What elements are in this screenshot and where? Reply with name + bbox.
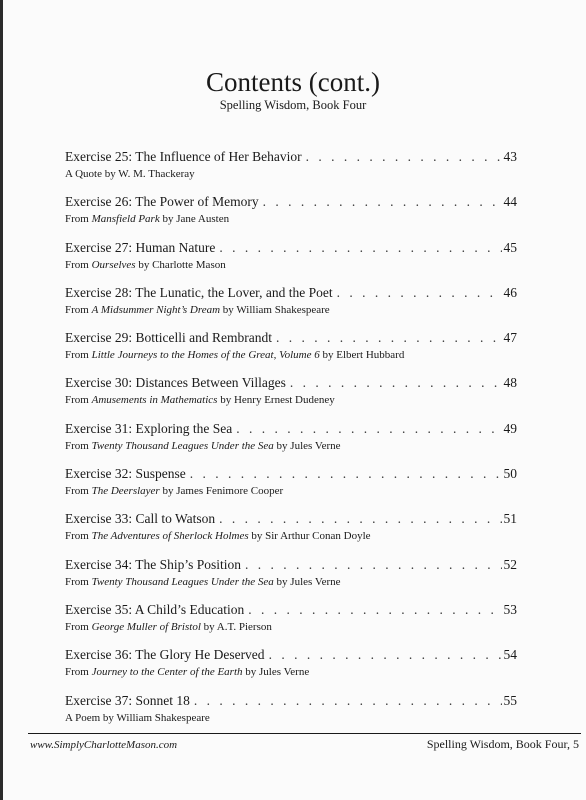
toc-entry [65, 284, 517, 329]
toc-entry-heading [65, 510, 517, 527]
source-suffix: by Jules Verne [273, 575, 341, 588]
toc-entry-heading [65, 601, 517, 618]
toc-entry-source [65, 711, 517, 725]
dot-leader [219, 239, 501, 256]
toc-entry-source [65, 665, 517, 679]
dot-leader [194, 692, 502, 709]
toc-entry [65, 193, 517, 238]
toc-entry-title: Exercise 30: Distances Between Villages [65, 375, 286, 391]
toc-entry-title: Exercise 32: Suspense [65, 466, 186, 482]
toc-page-number: 45 [503, 239, 517, 255]
toc-entry-heading [65, 284, 517, 301]
source-work-title: The Adventures of Sherlock Holmes [91, 530, 249, 543]
toc-entry-heading [65, 239, 517, 256]
source-suffix: by A.T. Pierson [200, 620, 272, 633]
toc-page-number: 54 [503, 647, 517, 663]
source-work-title: Twenty Thousand Leagues Under the Sea [91, 439, 274, 452]
toc-entry-title: Exercise 35: A Child’s Education [65, 601, 245, 617]
dot-leader [269, 646, 502, 663]
toc-entry-title: Exercise 36: The Glory He Deserved [65, 647, 265, 663]
toc-entry [65, 239, 517, 284]
source-work-title: George Muller of Bristol [91, 620, 201, 633]
source-suffix: by James Fenimore Cooper [159, 485, 284, 498]
source-work-title: Amusements in Mathematics [91, 394, 218, 407]
toc-page-number: 47 [503, 330, 517, 346]
toc-page-number: 44 [503, 194, 517, 210]
toc-entry-source [65, 575, 517, 589]
toc-entry [65, 556, 517, 601]
source-work-title: Journey to the Center of the Earth [91, 666, 243, 679]
dot-leader [245, 556, 502, 573]
toc-page-number: 46 [503, 284, 517, 300]
source-suffix: by Jules Verne [273, 439, 341, 452]
toc-entry-title: Exercise 29: Botticelli and Rembrandt [65, 330, 272, 346]
toc-entry-heading [65, 465, 517, 482]
dot-leader [190, 465, 502, 482]
toc-entry-source [65, 529, 517, 543]
page-title: Contents (cont.) [206, 67, 380, 97]
page-edge-shadow [0, 0, 3, 800]
toc-entry-heading [65, 692, 517, 709]
toc-entry-source [65, 393, 517, 407]
footer-divider [28, 733, 581, 734]
source-work-title: Little Journeys to the Homes of the Great, Volume 6 [91, 349, 320, 362]
source-suffix: by William Shakespeare [220, 303, 330, 316]
source-suffix: by Sir Arthur Conan Doyle [248, 530, 371, 543]
source-prefix: From [65, 439, 92, 452]
toc-entry-source [65, 484, 517, 498]
table-of-contents [65, 148, 517, 737]
toc-page-number: 43 [503, 149, 517, 164]
source-prefix: From [65, 303, 92, 316]
source-prefix: From [65, 575, 92, 588]
footer-website: www.SimplyCharlotteMason.com [30, 739, 178, 751]
source-prefix: From [65, 620, 92, 633]
toc-entry-title: Exercise 28: The Lunatic, the Lover, and the Poet [65, 284, 333, 300]
toc-entry-source [65, 212, 517, 226]
toc-entry-source [65, 439, 517, 453]
source-prefix: From [65, 349, 92, 362]
source-work-title: A Midsummer Night’s Dream [91, 303, 221, 316]
toc-entry [65, 374, 517, 419]
source-prefix: From [65, 213, 92, 226]
toc-entry-title: Exercise 31: Exploring the Sea [65, 420, 233, 436]
toc-entry-title: Exercise 33: Call to Watson [65, 511, 216, 527]
source-work-title: Mansfield Park [91, 213, 160, 226]
source-prefix: A Quote by W. M. Thackeray [65, 168, 195, 180]
toc-entry [65, 601, 517, 646]
toc-entry-source [65, 620, 517, 634]
dot-leader [236, 420, 501, 437]
toc-page-number: 50 [503, 466, 517, 482]
toc-entry-title: Exercise 27: Human Nature [65, 239, 216, 255]
toc-entry-heading [65, 420, 517, 437]
toc-entry-source [65, 167, 517, 181]
footer-page-label: Spelling Wisdom, Book Four, 5 [426, 737, 579, 751]
source-prefix: A Poem by William Shakespeare [65, 711, 210, 724]
source-prefix: From [65, 666, 92, 679]
toc-entry [65, 465, 517, 510]
toc-entry-heading [65, 374, 517, 391]
source-suffix: by Charlotte Mason [135, 258, 226, 271]
toc-entry-source [65, 348, 517, 362]
toc-entry-title: Exercise 25: The Influence of Her Behavior [65, 149, 302, 164]
toc-entry [65, 148, 517, 193]
toc-page-number: 49 [503, 420, 517, 436]
source-suffix: by Elbert Hubbard [319, 349, 405, 362]
toc-page-number: 53 [503, 601, 517, 617]
toc-entry-heading [65, 646, 517, 663]
page-subtitle: Spelling Wisdom, Book Four [219, 98, 367, 112]
toc-page-number: 48 [503, 375, 517, 391]
toc-entry [65, 329, 517, 374]
source-prefix: From [65, 394, 92, 407]
toc-entry-heading [65, 556, 517, 573]
toc-entry-heading [65, 193, 517, 210]
toc-entry-heading [65, 329, 517, 346]
toc-entry-source [65, 258, 517, 272]
toc-page-number: 52 [503, 556, 517, 572]
source-suffix: by Jules Verne [242, 666, 310, 679]
dot-leader [290, 374, 502, 391]
toc-entry [65, 692, 517, 737]
source-prefix: From [65, 485, 92, 498]
dot-leader [219, 510, 501, 527]
dot-leader [248, 601, 501, 618]
source-prefix: From [65, 258, 92, 271]
dot-leader [337, 284, 502, 301]
source-prefix: From [65, 530, 92, 543]
toc-entry-title: Exercise 37: Sonnet 18 [65, 692, 190, 708]
toc-entry [65, 646, 517, 691]
dot-leader [306, 148, 502, 165]
toc-entry-title: Exercise 34: The Ship’s Position [65, 556, 241, 572]
toc-page-number: 55 [503, 692, 517, 708]
source-work-title: The Deerslayer [91, 485, 160, 498]
source-work-title: Twenty Thousand Leagues Under the Sea [91, 575, 274, 588]
source-suffix: by Jane Austen [159, 213, 230, 226]
source-work-title: Ourselves [91, 258, 136, 271]
toc-entry-source [65, 303, 517, 317]
toc-entry-heading [65, 148, 517, 165]
source-suffix: by Henry Ernest Dudeney [217, 394, 335, 407]
toc-entry [65, 510, 517, 555]
toc-entry [65, 420, 517, 465]
dot-leader [276, 329, 502, 346]
toc-entry-title: Exercise 26: The Power of Memory [65, 194, 259, 210]
dot-leader [263, 193, 502, 210]
toc-page-number: 51 [503, 511, 517, 527]
